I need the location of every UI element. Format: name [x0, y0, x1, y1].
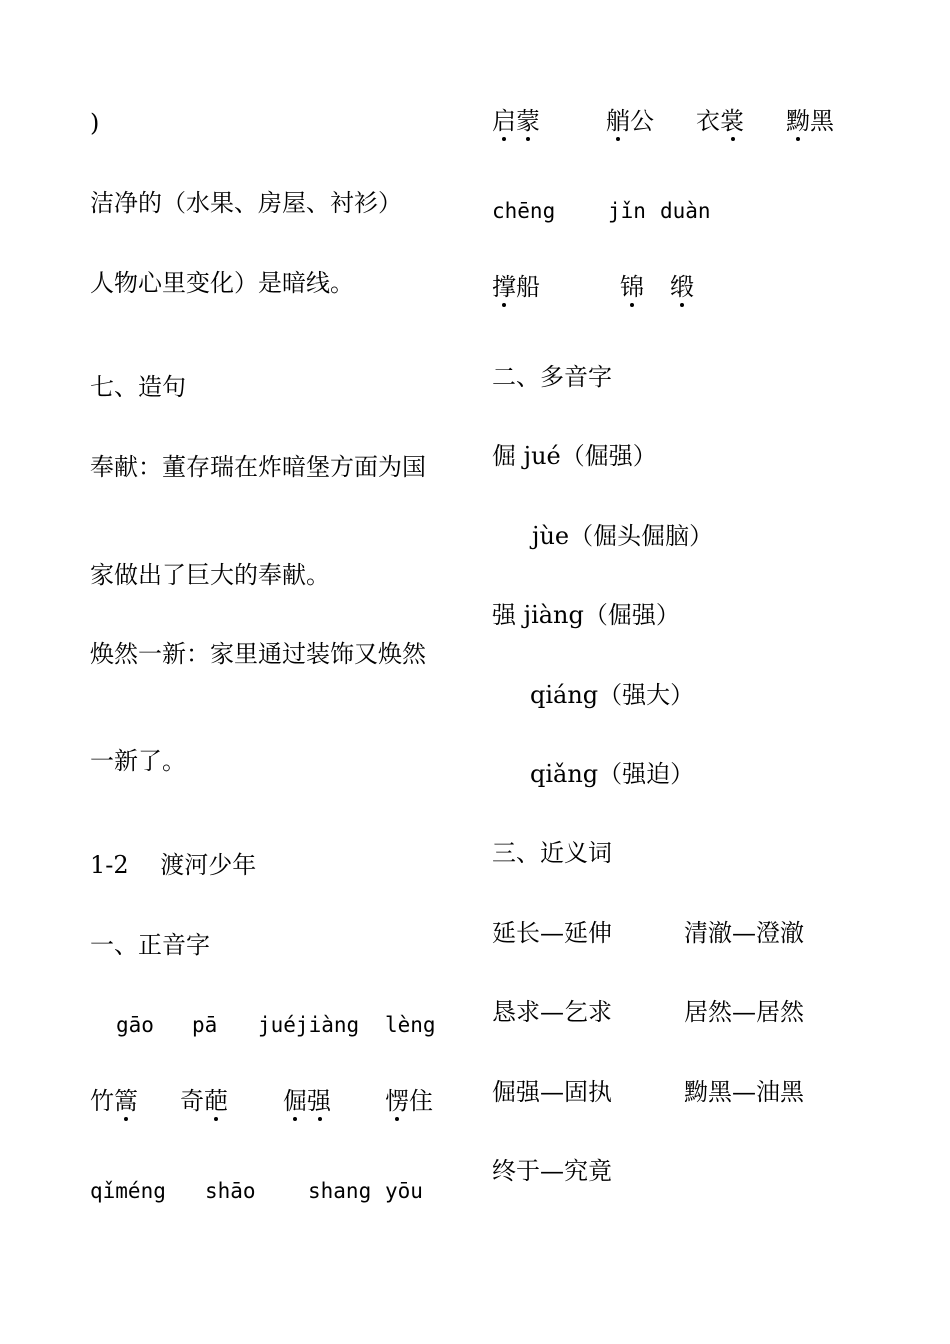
synonym-pair: 终于—究竟: [492, 1157, 612, 1185]
section-heading: 二、多音字: [492, 363, 612, 391]
pinyin-label: yōu: [385, 1179, 423, 1203]
emphasis-dot: [630, 303, 634, 307]
synonym-pair: 恳求—乞求: [492, 998, 612, 1026]
text-line: ): [90, 109, 100, 137]
synonym-pair: 倔强—固执: [492, 1078, 612, 1106]
word: 倔强: [283, 1087, 331, 1115]
pinyin-label: pā: [192, 1013, 218, 1037]
polyphone-entry: jùe（倔头倔脑）: [532, 522, 714, 550]
word: 缎: [670, 273, 694, 301]
emphasis-dot: [616, 137, 620, 141]
pinyin-label: jǐn: [608, 199, 646, 223]
pinyin-label: juéjiàng: [258, 1013, 360, 1037]
emphasis-dot: [731, 137, 735, 141]
synonym-pair: 黝黑—油黑: [684, 1078, 804, 1106]
word: 奇葩: [180, 1087, 228, 1115]
pinyin-label: shang: [308, 1179, 372, 1203]
sentence-line: 奉献：董存瑞在炸暗堡方面为国: [90, 453, 426, 481]
sentence-line: 一新了。: [90, 747, 186, 775]
text-line: 洁净的（水果、房屋、衬衫）: [90, 189, 402, 217]
section-heading: 七、造句: [90, 373, 186, 401]
word: 黝黑: [786, 107, 834, 135]
sentence-line: 焕然一新：家里通过装饰又焕然: [90, 640, 426, 668]
word: 启蒙: [492, 107, 540, 135]
pinyin-label: chēng: [492, 199, 556, 223]
pinyin-label: lèng: [385, 1013, 436, 1037]
emphasis-dot: [395, 1117, 399, 1121]
polyphone-entry: qiǎng（强迫）: [530, 760, 695, 788]
word: 锦: [620, 273, 644, 301]
pinyin-label: gāo: [116, 1013, 154, 1037]
word: 艄公: [606, 107, 654, 135]
sentence-line: 家做出了巨大的奉献。: [90, 561, 330, 589]
polyphone-entry: qiáng（强大）: [530, 681, 695, 709]
synonym-pair: 清澈—澄澈: [684, 919, 804, 947]
polyphone-entry: 强 jiàng（倔强）: [492, 601, 680, 629]
polyphone-entry: 倔 jué（倔强）: [492, 442, 657, 470]
emphasis-dot: [502, 137, 506, 141]
section-heading: 三、近义词: [492, 839, 612, 867]
section-heading: 一、正音字: [90, 931, 210, 959]
emphasis-dot: [214, 1117, 218, 1121]
text-line: 人物心里变化）是暗线。: [90, 269, 354, 297]
lesson-title: 1-2 渡河少年: [90, 851, 257, 879]
pinyin-label: duàn: [660, 199, 711, 223]
word: 撑船: [492, 273, 540, 301]
word: 衣裳: [696, 107, 744, 135]
synonym-pair: 延长—延伸: [492, 919, 612, 947]
emphasis-dot: [526, 137, 530, 141]
word: 愣住: [385, 1087, 433, 1115]
emphasis-dot: [318, 1117, 322, 1121]
word: 竹篙: [90, 1087, 138, 1115]
emphasis-dot: [680, 303, 684, 307]
pinyin-label: qǐméng: [90, 1179, 166, 1203]
emphasis-dot: [124, 1117, 128, 1121]
emphasis-dot: [796, 137, 800, 141]
synonym-pair: 居然—居然: [684, 998, 804, 1026]
emphasis-dot: [502, 303, 506, 307]
emphasis-dot: [293, 1117, 297, 1121]
pinyin-label: shāo: [205, 1179, 256, 1203]
